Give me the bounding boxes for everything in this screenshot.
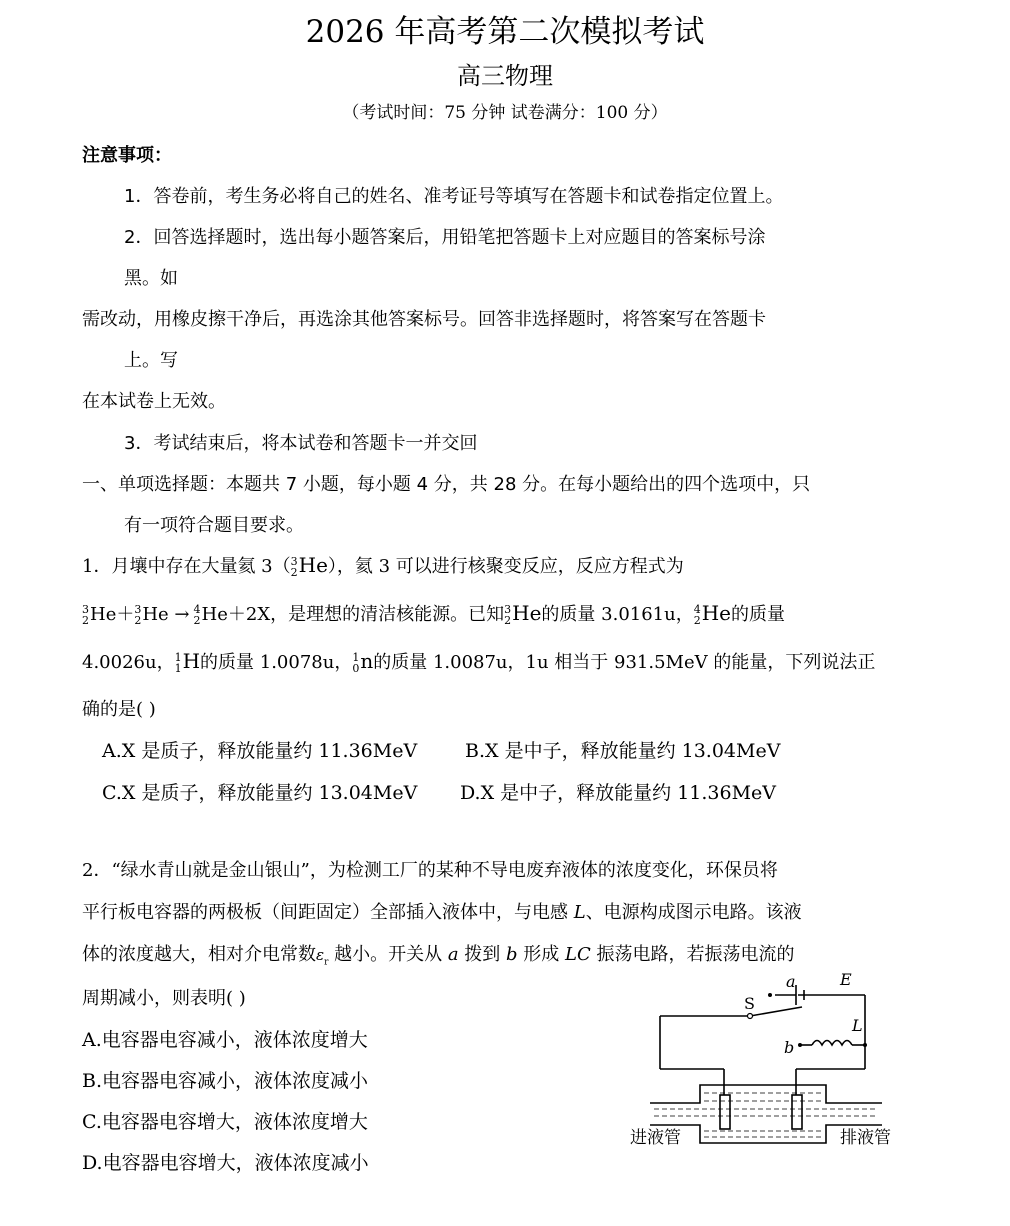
q1-option-c[interactable]: C.X 是质子，释放能量约 13.04MeV xyxy=(102,782,418,804)
notice-item-2d: 上。写 xyxy=(124,350,178,371)
q2-line-2: 平行板电容器的两极板（间距固定）全部插入液体中，与电感 L、电源构成图示电路。该液 xyxy=(82,902,802,923)
capacitor-plate-right xyxy=(792,1095,802,1129)
equation-he3-b: 3 2 He → xyxy=(134,603,190,627)
equation-he4: 4 2 He＋2X xyxy=(193,603,271,627)
notice-item-2e: 在本试卷上无效。 xyxy=(82,391,226,412)
label-inlet: 进液管 xyxy=(630,1128,681,1148)
q2-option-d[interactable]: D.电容器电容增大，液体浓度减小 xyxy=(82,1152,369,1174)
label-S: S xyxy=(744,994,755,1013)
label-L: L xyxy=(852,1016,863,1035)
q1-text-reaction: ），氦 3 可以进行核聚变反应，反应方程式为 xyxy=(327,556,684,577)
q2-option-b[interactable]: B.电容器电容减小，液体浓度减小 xyxy=(82,1070,369,1092)
switch-pivot xyxy=(748,1014,753,1019)
section1-heading-a: 一、单项选择题：本题共 7 小题，每小题 4 分，共 28 分。在每小题给出的四个选项中，只 xyxy=(82,474,811,495)
q1-text-he3-mass: 的质量 3.0161u， xyxy=(541,604,694,625)
lc-circuit-diagram xyxy=(620,965,920,1155)
q2-option-c[interactable]: C.电容器电容增大，液体浓度增大 xyxy=(82,1111,368,1133)
q1-text-he4-mass: 4.0026u， xyxy=(82,652,175,673)
exam-title: 2026 年高考第二次模拟考试 xyxy=(305,14,705,50)
notice-item-3: 3．考试结束后，将本试卷和答题卡一并交回 xyxy=(124,433,478,454)
he3-nuclide-2: 3 2 He xyxy=(504,601,542,627)
notice-heading: 注意事项： xyxy=(82,145,172,166)
junction-dot xyxy=(863,1043,867,1047)
notice-item-2a: 2．回答选择题时，选出每小题答案后，用铅笔把答题卡上对应题目的答案标号涂 xyxy=(124,227,766,248)
label-a: a xyxy=(786,972,796,991)
q2-line-1: 2．“绿水青山就是金山银山”，为检测工厂的某种不导电废弃液体的浓度变化，环保员将 xyxy=(82,860,778,881)
q1-text-intro: 1．月壤中存在大量氦 3（ xyxy=(82,556,291,577)
notice-item-2c: 需改动，用橡皮擦干净后，再选涂其他答案标号。回答非选择题时，将答案写在答题卡 xyxy=(82,309,766,330)
q1-option-b[interactable]: B.X 是中子，释放能量约 13.04MeV xyxy=(465,740,781,762)
q1-line-4: 确的是( ) xyxy=(82,699,156,720)
q1-text-h-mass: 的质量 1.0078u， xyxy=(200,652,353,673)
he4-nuclide: 4 2 He xyxy=(693,601,731,627)
label-b: b xyxy=(784,1038,795,1057)
capacitor-plate-left xyxy=(720,1095,730,1129)
q1-line-3 xyxy=(82,648,875,674)
neutron-nuclide: 1 0 n xyxy=(352,649,374,675)
q1-text-n-mass: 的质量 1.0087u，1u 相当于 931.5MeV 的能量，下列说法正 xyxy=(373,652,876,673)
terminal-b-dot xyxy=(798,1043,802,1047)
he3-nuclide: 3 2 He xyxy=(290,553,328,579)
label-outlet: 排液管 xyxy=(840,1128,891,1148)
equation-he3-a: 3 2 He＋ xyxy=(82,603,135,627)
q1-option-d[interactable]: D.X 是中子，释放能量约 11.36MeV xyxy=(460,782,777,804)
notice-item-1: 1．答卷前，考生务必将自己的姓名、准考证号等填写在答题卡和试卷指定位置上。 xyxy=(124,186,784,207)
q2-option-a[interactable]: A.电容器电容减小，液体浓度增大 xyxy=(82,1029,368,1051)
q1-line-2 xyxy=(82,600,785,626)
tank-top xyxy=(650,1085,882,1103)
epsilon-symbol: ε xyxy=(316,946,325,964)
notice-item-2b: 黑。如 xyxy=(124,268,178,289)
q1-text-known: ，是理想的清洁核能源。已知 xyxy=(270,604,505,625)
exam-subject: 高三物理 xyxy=(457,62,553,90)
h1-nuclide: 1 1 H xyxy=(174,649,201,675)
inductor-symbol-text: L xyxy=(573,902,586,923)
section1-heading-b: 有一项符合题目要求。 xyxy=(124,515,304,536)
q1-option-a[interactable]: A.X 是质子，释放能量约 11.36MeV xyxy=(102,740,418,762)
exam-time-info: （考试时间：75 分钟 试卷满分：100 分） xyxy=(342,103,668,123)
switch-blade xyxy=(750,1007,802,1016)
q2-line-4: 周期减小，则表明( ) xyxy=(82,988,246,1009)
q1-line-1 xyxy=(82,552,684,578)
label-E: E xyxy=(840,970,852,989)
q1-text-mass-label: 的质量 xyxy=(731,604,785,625)
q2-line-3: 体的浓度越大，相对介电常数$\varepsilon_r$ 越小。开关从 a 拨到 b 形成 LC 振荡电路，若振荡电流的 xyxy=(82,944,795,968)
terminal-a-dot xyxy=(768,993,772,997)
inductor-coil xyxy=(812,1041,852,1046)
